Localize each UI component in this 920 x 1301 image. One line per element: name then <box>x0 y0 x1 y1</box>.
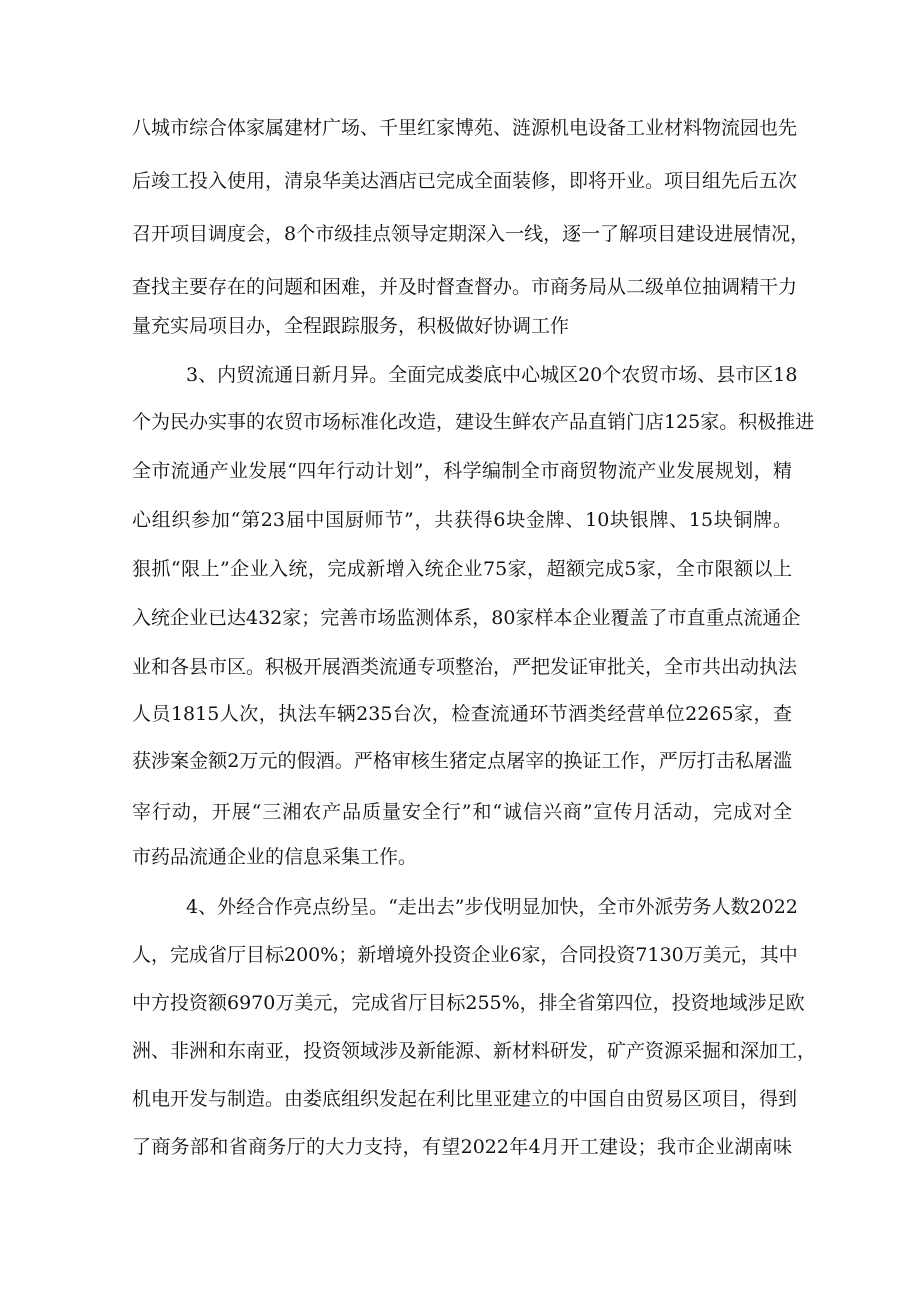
text-line: 召开项目调度会，8个市级挂点领导定期深入一线，逐一了解项目建设进展情况， <box>132 223 810 245</box>
text-line: 心组织参加“第23届中国厨师节”，共获得6块金牌、10块银牌、15块铜牌。 <box>132 509 792 531</box>
text-line: 全市流通产业发展“四年行动计划”，科学编制全市商贸物流产业发展规划，精 <box>132 460 792 482</box>
paragraph-heading-line: 4、外经合作亮点纷呈。“走出去”步伐明显加快，全市外派劳务人数2022 <box>186 896 798 918</box>
text-line: 八城市综合体家属建材广场、千里红家博苑、涟源机电设备工业材料物流园也先 <box>132 117 798 139</box>
text-line: 洲、非洲和东南亚，投资领域涉及新能源、新材料研发，矿产资源采掘和深加工， <box>132 1040 817 1062</box>
text-line: 业和各县市区。积极开展酒类流通专项整治，严把发证审批关，全市共出动执法 <box>132 656 798 678</box>
text-line: 个为民办实事的农贸市场标准化改造，建设生鲜农产品直销门店125家。积极推进 <box>132 411 815 433</box>
text-line: 入统企业已达432家；完善市场监测体系，80家样本企业覆盖了市直重点流通企 <box>132 607 801 629</box>
text-line: 市药品流通企业的信息采集工作。 <box>132 846 418 868</box>
text-line: 宰行动，开展“三湘农产品质量安全行”和“诚信兴商”宣传月活动，完成对全 <box>132 801 792 823</box>
text-line: 狠抓“限上”企业入统，完成新增入统企业75家，超额完成5家，全市限额以上 <box>132 558 792 580</box>
paragraph-heading-line: 3、内贸流通日新月异。全面完成娄底中心城区20个农贸市场、县市区18 <box>186 364 798 386</box>
text-line: 人员1815人次，执法车辆235台次，检查流通环节酒类经营单位2265家，查 <box>132 703 792 725</box>
text-line: 量充实局项目办，全程跟踪服务，积极做好协调工作 <box>132 315 570 337</box>
text-line: 获涉案金额2万元的假酒。严格审核生猪定点屠宰的换证工作，严厉打击私屠滥 <box>132 750 792 772</box>
text-line: 中方投资额6970万美元，完成省厅目标255%，排全省第四位，投资地域涉足欧 <box>132 992 805 1014</box>
text-line: 了商务部和省商务厅的大力支持，有望2022年4月开工建设；我市企业湖南味 <box>132 1136 792 1158</box>
text-line: 人，完成省厅目标200%；新增境外投资企业6家，合同投资7130万美元，其中 <box>132 944 798 966</box>
text-line: 后竣工投入使用，清泉华美达酒店已完成全面装修，即将开业。项目组先后五次 <box>132 170 798 192</box>
text-line: 查找主要存在的问题和困难，并及时督查督办。市商务局从二级单位抽调精干力 <box>132 276 798 298</box>
text-line: 机电开发与制造。由娄底组织发起在利比里亚建立的中国自由贸易区项目，得到 <box>132 1088 798 1110</box>
